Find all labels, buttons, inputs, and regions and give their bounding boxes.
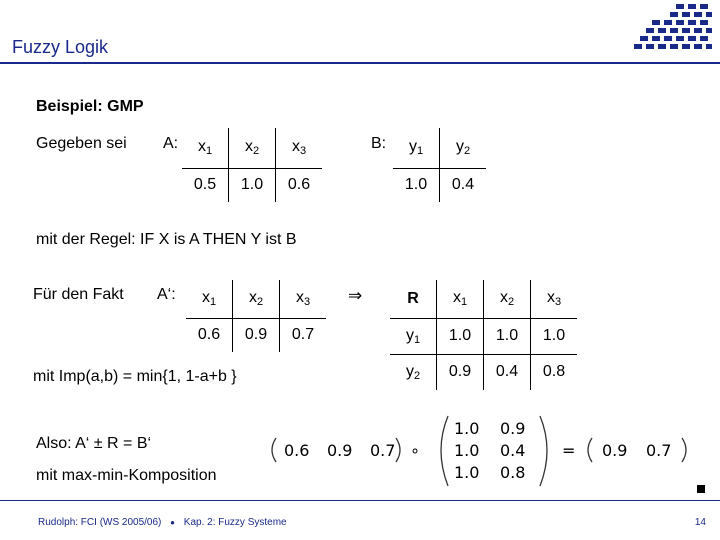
matrix-entry: 0.9: [500, 419, 526, 438]
footer-bullet-icon: ●: [170, 518, 176, 527]
setA-label: A:: [163, 135, 179, 152]
given-label: Gegeben sei: [36, 135, 127, 152]
matrix-entry: 1.0: [454, 463, 480, 482]
rule-text: mit der Regel: IF X is A THEN Y ist B: [36, 231, 297, 248]
setA2-value: 0.6: [186, 318, 233, 352]
header-divider: [0, 62, 720, 64]
relation-corner: R: [390, 280, 437, 318]
relation-cell: 0.8: [531, 354, 578, 390]
matrix-entry: 0.8: [500, 463, 526, 482]
relation-cell: 1.0: [531, 318, 578, 354]
footer-divider: [0, 500, 720, 501]
setB-header: $y_1$: [393, 128, 440, 168]
setB-value: 0.4: [440, 168, 487, 202]
setA2-header: $x_1$: [186, 280, 233, 318]
paren-right-icon: [682, 438, 686, 462]
setA-table: [182, 128, 322, 202]
vec-left-entry: 0.6: [284, 441, 310, 460]
relation-cell: 0.9: [437, 354, 484, 390]
vec-right-entry: 0.7: [646, 441, 672, 460]
relation-cell: 1.0: [484, 318, 531, 354]
footer-course: Rudolph: FCI (WS 2005/06): [38, 517, 162, 528]
setA2-label: A‘:: [157, 286, 176, 303]
setB-value: 1.0: [393, 168, 440, 202]
end-of-proof-icon: [697, 485, 705, 493]
implication-definition: mit Imp(a,b) = min{1, 1-a+b }: [33, 368, 237, 385]
setA-value: 0.5: [182, 168, 229, 202]
matrix-entry: 1.0: [454, 441, 480, 460]
setA2-value: 0.7: [280, 318, 327, 352]
page-title: Fuzzy Logik: [12, 37, 109, 57]
setA-value: 0.6: [276, 168, 323, 202]
relation-row-header: $y_1$: [390, 318, 437, 354]
matrix-entry: 0.4: [500, 441, 526, 460]
relation-col-header: $x_1$: [437, 280, 484, 318]
composition-equation: [262, 410, 692, 492]
implies-arrow-icon: ⇒: [348, 286, 363, 306]
page-number: 14: [694, 517, 706, 528]
setA-header: $x_1$: [182, 128, 229, 168]
relation-col-header: $x_3$: [531, 280, 578, 318]
vec-right-entry: 0.9: [602, 441, 628, 460]
paren-left-icon: [272, 438, 276, 462]
paren-left-icon: [588, 438, 592, 462]
relation-col-header: $x_2$: [484, 280, 531, 318]
setB-label: B:: [371, 135, 387, 152]
paren-right-icon: [396, 438, 400, 462]
relation-row-header: $y_2$: [390, 354, 437, 390]
example-heading: Beispiel: GMP: [36, 98, 144, 115]
composition-text: mit max-min-Komposition: [36, 467, 217, 484]
setA2-header: $x_2$: [233, 280, 280, 318]
footer: [38, 517, 287, 528]
setA2-value: 0.9: [233, 318, 280, 352]
matrix-paren-left-icon: [441, 416, 448, 486]
setA2-table: [186, 280, 326, 352]
conclusion-text: Also: A‘ ± R = B‘: [36, 435, 152, 452]
matrix-paren-right-icon: [540, 416, 547, 486]
vec-left-entry: 0.9: [327, 441, 353, 460]
university-logo-icon: [614, 0, 714, 62]
matrix-entry: 1.0: [454, 419, 480, 438]
relation-table: [390, 280, 577, 390]
setB-table: [393, 128, 486, 202]
footer-topic: Kap. 2: Fuzzy Systeme: [183, 517, 287, 528]
setA-value: 1.0: [229, 168, 276, 202]
setA2-header: $x_3$: [280, 280, 327, 318]
setB-header: $y_2$: [440, 128, 487, 168]
equals-sign: =: [562, 441, 576, 460]
relation-cell: 0.4: [484, 354, 531, 390]
relation-cell: 1.0: [437, 318, 484, 354]
setA-header: $x_3$: [276, 128, 323, 168]
vec-left-entry: 0.7: [370, 441, 396, 460]
composition-operator: ∘: [410, 441, 421, 460]
fact-label: Für den Fakt: [33, 286, 124, 303]
setA-header: $x_2$: [229, 128, 276, 168]
